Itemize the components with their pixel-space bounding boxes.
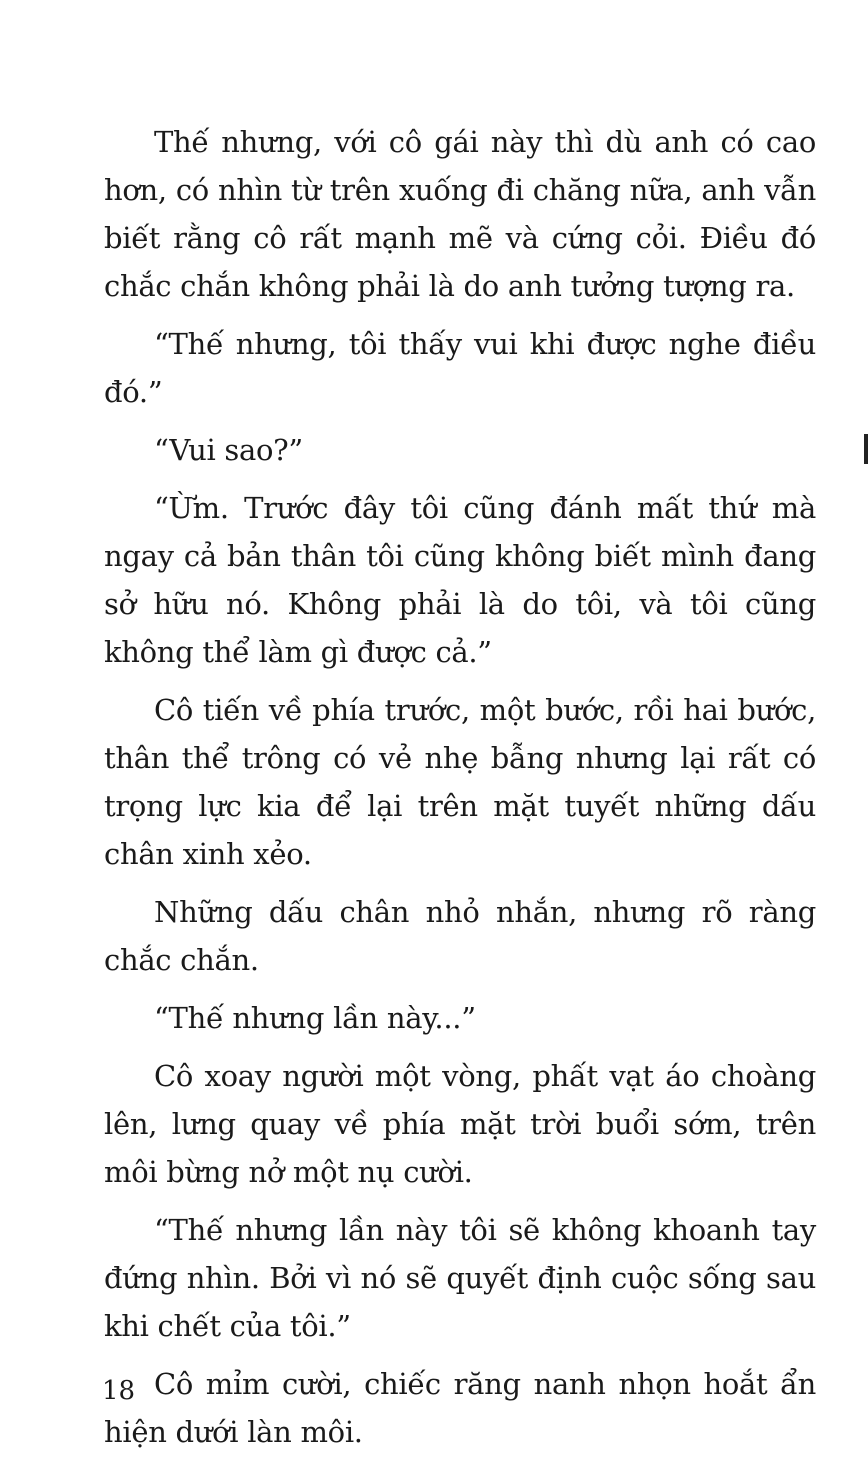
page-text-body [104, 118, 816, 1466]
page-edge-mark [864, 434, 868, 464]
paragraph: “Vui sao?” [154, 433, 303, 467]
paragraph: “Thế nhưng lần này...” [154, 1001, 476, 1035]
paragraph: “Thế nhưng, tôi thấy vui khi được nghe điều đó.” [104, 327, 816, 409]
paragraph: Cô mỉm cười, chiếc răng nanh nhọn hoắt ẩn hiện dưới làn môi. [104, 1367, 816, 1449]
paragraph: “Ừm. Trước đây tôi cũng đánh mất thứ mà ngay cả bản thân tôi cũng không biết mình đang sở hữu nó. Không phải là do tôi, và tôi cũng không thể làm gì được cả.” [104, 491, 816, 669]
paragraph: Cô tiến về phía trước, một bước, rồi hai bước, thân thể trông có vẻ nhẹ bẫng nhưng lại rất có trọng lực kia để lại trên mặt tuyết những dấu chân xinh xẻo. [104, 693, 816, 871]
paragraph: Những dấu chân nhỏ nhắn, nhưng rõ ràng chắc chắn. [104, 895, 816, 977]
paragraph: Thế nhưng, với cô gái này thì dù anh có cao hơn, có nhìn từ trên xuống đi chăng nữa, anh vẫn biết rằng cô rất mạnh mẽ và cứng cỏi. Điều đó chắc chắn không phải là do anh tưởng tượng ra. [104, 125, 816, 303]
paragraph: “Thế nhưng lần này tôi sẽ không khoanh tay đứng nhìn. Bởi vì nó sẽ quyết định cuộc sống sau khi chết của tôi.” [104, 1213, 816, 1343]
paragraph: Cô xoay người một vòng, phất vạt áo choàng lên, lưng quay về phía mặt trời buổi sớm, trên môi bừng nở một nụ cười. [104, 1059, 816, 1189]
page-number: 18 [102, 1376, 136, 1406]
